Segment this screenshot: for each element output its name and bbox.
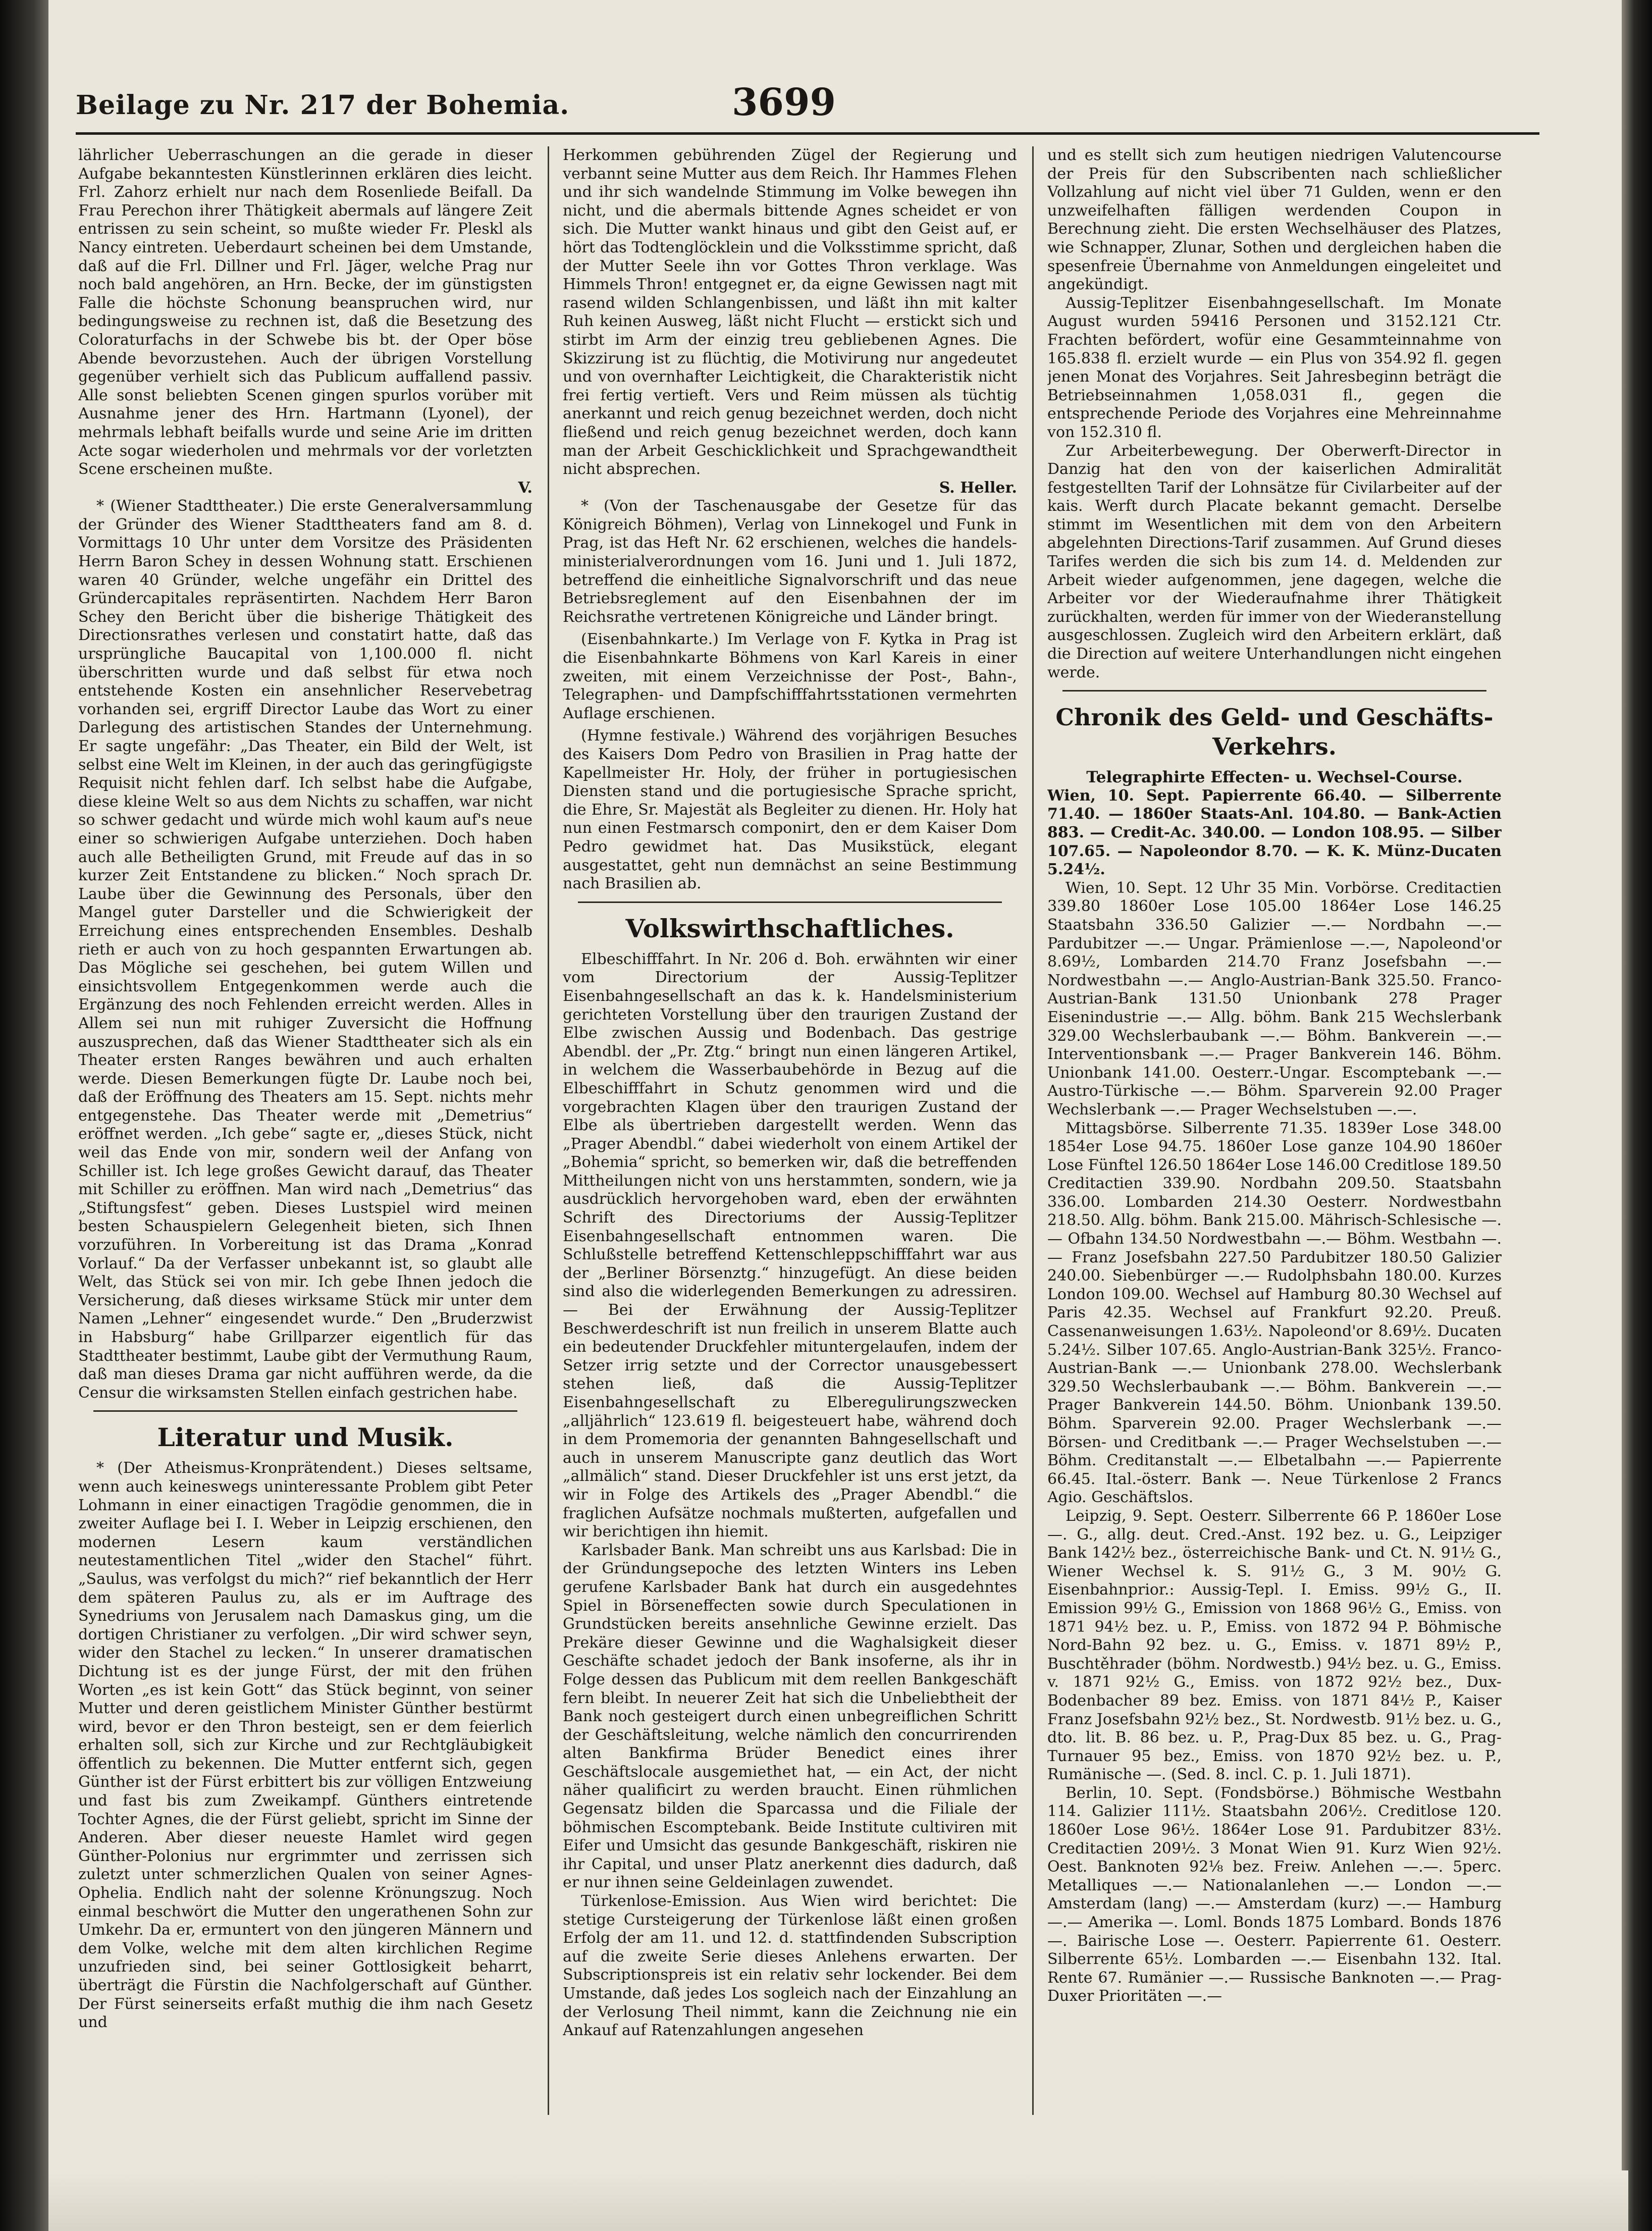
leipzig-quotes: Leipzig, 9. Sept. Oesterr. Silberrente 66 P. 1860er Lose —. G., allg. deut. Cred.-Anst. 192 bez. u. G., Leipziger Bank 142½ bez., österreichische Bank- und Ct. N. 91½ G., Wiener Wechsel k. S. 91½ G., 3 M. 90½ G. Eisenbahnprior.: Aussig-Tepl. I. Emiss. 99½ G., II. Emission 99½ G., Emission von 1868 96½ G., Emiss. von 1871 94½ bez. u. P., Emiss. von 1872 94 P. Böhmische Nord-Bahn 92 bez. u. G., Emiss. v. 1871 89½ P., Buschtěhrader (böhm. Nordwestb.) 94½ bez. u. G., Emiss. v. 1871 92½ G., Emiss. von 1872 92½ bez., Dux-Bodenbacher 89 bez. Emiss. von 1871 84½ P., Kaiser Franz Josefsbahn 92½ bez., St. Nordwestb. 91½ bez. u. G., dto. lit. B. 86 bez. u. P., Prag-Dux 85 bez. u. G., Prag-Turnauer 95 bez., Emiss. von 1870 92½ bez. u. P., Rumänische —. (Sed. 8. incl. C. p. 1. Juli 1871). [1047, 1507, 1502, 1784]
section-heading-literatur: Literatur und Musik. [157, 1422, 454, 1453]
column-2 [563, 146, 1017, 2125]
scan-left-edge [0, 0, 48, 2231]
wien-vorboerse-quotes: Wien, 10. Sept. 12 Uhr 35 Min. Vorbörse. Creditactien 339.80 1860er Lose 105.00 1864er Lose 146.25 Staatsbahn 336.50 Galizier —.— Nordbahn —.— Pardubitzer —.— Ungar. Prämienlose —.—, Napoleond'or 8.69½, Lombarden 214.70 Franz Josefsbahn —.— Nordwestbahn —.— Anglo-Austrian-Bank 325.50. Franco-Austrian-Bank 131.50 Unionbank 278 Prager Eisenindustrie —.— Allg. böhm. Bank 215 Wechslerbank 329.00 Wechslerbaubank —.— Böhm. Bankverein —.— Interventionsbank —.— Prager Bankverein 146. Böhm. Unionbank 141.00. Oesterr.-Ungar. Escomptebank —.— Austro-Türkische —.— Böhm. Sparverein 92.00 Prager Wechslerbank —.— Prager Wechselstuben —.—. [1047, 879, 1502, 1119]
column-3 [1047, 146, 1502, 2125]
page-number: 3699 [732, 81, 836, 124]
review-continuation: Herkommen gebührenden Zügel der Regierung und verbannt seine Mutter aus dem Reich. Ihr Hammes Flehen und ihr sich wandelnde Stimmung im Volke bewegen ihn nicht, und die abermals bittende Agnes scheidet er von sich. Die Mutter wankt hinaus und gibt den Geist auf, er hört das Todtenglöcklein und die Volksstimme spricht, daß der Mutter Seele ihn vor Gottes Thron verklage. Was Himmels Thron! entgegnet er, da eigne Gewissen nagt mit rasend wilden Schlangenbissen, und läßt ihn mit kalter Ruh keinen Ausweg, läßt nicht Flucht — erstickt sich und stirbt im Arm der einzig treu gebliebenen Agnes. Die Skizzirung ist zu flüchtig, die Motivirung nur angedeutet und von overnhafter Leichtigkeit, die Charakteristik nicht frei fertig vertieft. Vers und Reim müssen als tüchtig anerkannt und reich genug bezeichnet werden, doch nicht fließend und reich genug bezeichnet werden, doch kann man der Arbeit Geschicklichkeit und Sprachgewandtheit nicht absprechen. [563, 146, 1017, 479]
opera-review-text: lährlicher Ueberraschungen an die gerade in dieser Aufgabe bekanntesten Künstlerinnen erklären dies leicht. Frl. Zahorz erhielt nur nach dem Rosenliede Beifall. Da Frau Perechon ihrer Thätigkeit abermals auf längere Zeit entrissen zu sein scheint, so mußte wieder Fr. Pleskl als Nancy eintreten. Ueberdaurt scheinen bei dem Umstande, daß auf die Frl. Dillner und Frl. Jäger, welche Prag nur noch bald angehören, an Hrn. Becke, der im günstigsten Falle die höchste Schonung beanspruchen wird, nur bedingungsweise zu rechnen ist, daß die Besetzung des Coloraturfachs in der Schwebe bis bt. der Oper böse Abende bevorzustehen. Auch der übrigen Vorstellung gegenüber verhielt sich das Publicum auffallend passiv. Alle sonst beliebten Scenen gingen spurlos vorüber mit Ausnahme jener des Hrn. Hartmann (Lyonel), der mehrmals lebhaft beifalls wurde und seine Arie im dritten Acte sogar wiederholen und mehrmals vor der vorletzten Scene erscheinen mußte. [78, 146, 532, 479]
tuerkenlose-article: Türkenlose-Emission. Aus Wien wird berichtet: Die stetige Cursteigerung der Türkenlose läßt einen großen Erfolg der am 11. und 12. d. stattfindenden Subscription auf die zweite Serie dieses Anlehens erwarten. Der Subscriptionspreis ist ein relativ sehr lockender. Bei dem Umstande, daß jedes Los sogleich nach der Einzahlung an der Verlosung Theil nimmt, kann die Zeichnung nie ein Ankauf auf Ratenzahlungen angesehen [563, 1892, 1017, 2040]
scan-right-edge [1622, 0, 1652, 2231]
tuerkenlose-continuation: und es stellt sich zum heutigen niedrigen Valutencourse der Preis für den Subscribenten nach schließlicher Vollzahlung auf nicht viel über 71 Gulden, wenn er den unzweifelhaften fälligen werdenden Coupon in Berechnung zieht. Die ersten Wechselhäuser des Platzes, wie Schnapper, Zlunar, Sothen und dergleichen haben die spesenfreie Übernahme von Anmeldungen eingeleitet und angekündigt. [1047, 146, 1502, 294]
page-header [76, 76, 1539, 136]
column-separator [548, 146, 549, 2115]
column-separator [1032, 146, 1034, 2115]
review-signature: S. Heller. [939, 479, 1017, 497]
eisenbahnkarte-article: (Eisenbahnkarte.) Im Verlage von F. Kytka in Prag ist die Eisenbahnkarte Böhmens von Karl Kareis in einer zweiten, mit einem Verzeichnisse der Post-, Bahn-, Telegraphen- und Dampfschifffahrtsstationen vermehrten Auflage erschienen. [563, 630, 1017, 722]
atheismus-article: * (Der Atheismus-Kronprätendent.) Dieses seltsame, wenn auch keineswegs uninteressante Problem gibt Peter Lohmann in einer einactigen Tragödie genommen, die in zweiter Auflage bei I. I. Weber in Leipzig erschienen, den modernen Lesern kaum verständlichen neutestamentlichen Titel „wider den Stachel“ führt. „Saulus, was verfolgst du mich?“ rief bekanntlich der Herr dem späteren Paulus zu, als er im Auftrage des Synedriums von Jerusalem nach Damaskus ging, um die dortigen Christianer zu verfolgen. „Dir wird schwer seyn, wider den Stachel zu lecken.“ In unserer dramatischen Dichtung ist es der junge Fürst, der mit den frühen Worten „es ist kein Gott“ das Stück beginnt, von seiner Mutter und deren geistlichem Minister Günther bestürmt wird, bevor er den Thron besteigt, sen er dem feierlich erhalten soll, sich zur Kirche und zur Rechtgläubigkeit öffentlich zu bekennen. Die Mutter entfernt sich, gegen Günther ist der Fürst erbittert bis zur völligen Entzweiung und fast bis zum Zweikampf. Günthers eintretende Tochter Agnes, die der Fürst geliebt, spricht im Sinne der Anderen. Aber dieser neueste Hamlet wird gegen Günther-Polonius nur ergrimmter und zerrissen sich zuletzt unter schmerzlichen Qualen von seiner Agnes-Ophelia. Endlich naht der solenne Krönungszug. Noch einmal beschwört die Mutter den ungerathenen Sohn zur Umkehr. Da er, ermuntert von den jüngeren Männern und dem Volke, welche mit dem alten kirchlichen Regime unzufrieden sind, bei seiner Gottlosigkeit beharrt, überträgt die Fürstin die Nachfolgerschaft auf Günther. Der Fürst seinerseits erfaßt muthig die ihm nach Gesetz und [78, 1459, 532, 2032]
section-divider [578, 901, 1002, 903]
berlin-quotes: Berlin, 10. Sept. (Fondsbörse.) Böhmische Westbahn 114. Galizier 111½. Staatsbahn 206½. Creditlose 120. 1860er Lose 96½. 1864er Lose 91. Pardubitzer 83½. Creditactien 209½. 3 Monat Wien 91. Kurz Wien 92½. Oest. Banknoten 92⅛ bez. Freiw. Anlehen —.—. 5perc. Metalliques —.— Nationalanlehen —.— London —.— Amsterdam (lang) —.— Amsterdam (kurz) —.— Hamburg —.— Amerika —. Loml. Bonds 1875 Lombard. Bonds 1876 —. Bairische Lose —. Oesterr. Papierrente 61. Oesterr. Silberrente 65½. Lombarden —.— Eisenbahn 132. Ital. Rente 67. Rumänier —.— Russische Banknoten —.— Prag-Duxer Prioritäten —.— [1047, 1784, 1502, 2005]
section-divider [93, 1410, 517, 1412]
hymne-festivale-article: (Hymne festivale.) Während des vorjährigen Besuches des Kaisers Dom Pedro von Brasilien in Prag hatte der Kapellmeister Hr. Holy, der früher in portugiesischen Diensten stand und die portugiesische Sprache spricht, die Ehre, Sr. Majestät als Begleiter zu dienen. Hr. Holy hat nun einen Festmarsch componirt, den er dem Kaiser Dom Pedro gewidmet hat. Das Musikstück, elegant ausgestattet, geht nun demnächst an seine Bestimmung nach Brasilien ab. [563, 727, 1017, 893]
column-1 [78, 146, 532, 2125]
arbeiterbewegung-article: Zur Arbeiterbewegung. Der Oberwerft-Director in Danzig hat den von der kaiserlichen Admiralität festgestellten Tarif der Lohnsätze für Civilarbeiter auf der kais. Werft durch Placate bekannt gemacht. Derselbe stimmt im Wesentlichen mit dem von den Arbeitern abgelehnten Directions-Tarif zusammen. Auf Grund dieses Tarifes werden die sich bis zum 14. d. Meldenden zur Arbeit wieder aufgenommen, jene dagegen, welche die Arbeiter vor der Wiederaufnahme ihrer Thätigkeit zurückhalten, werden für immer von der Wiederanstellung ausgeschlossen. Zugleich wird den Arbeitern erklärt, daß die Direction auf weitere Unterhandlungen nicht eingehen werde. [1047, 442, 1502, 681]
header-rule [76, 132, 1539, 135]
aussig-teplitzer-article: Aussig-Teplitzer Eisenbahngesellschaft. Im Monate August wurden 59416 Personen und 3152.121 Ctr. Frachten befördert, wofür eine Gesammteinnahme von 165.838 fl. erzielt wurde — ein Plus von 354.92 fl. gegen jenen Monat des Vorjahres. Seit Jahresbeginn beträgt die Betriebseinnahmen 1,058.031 fl., gegen die entsprechende Periode des Vorjahres eine Mehreinnahme von 152.310 fl. [1047, 294, 1502, 441]
section-heading-chronik: Chronik des Geld- und Geschäfts-Verkehrs. [1055, 704, 1494, 761]
karlsbader-bank-article: Karlsbader Bank. Man schreibt uns aus Karlsbad: Die in der Gründungsepoche des letzten Winters ins Leben gerufene Karlsbader Bank hat durch ein ausgedehntes Spiel in Börseneffecten sowie durch Speculationen in Grundstücken bereits ansehnliche Gewinne erzielt. Das Prekäre dieser Gewinne und die Waghalsigkeit dieser Geschäfte schadet jedoch der Bank insoferne, als ihr in Folge dessen das Publicum mit dem reellen Bankgeschäft fern bleibt. In neuerer Zeit hat sich die Unbeliebtheit der Bank noch gesteigert durch einen unbegreiflichen Schritt der Geschäftsleitung, welche nämlich den concurrirenden alten Bankfirma Brüder Benedict eines ihrer Geschäftslocale ausgemiethet hat, — ein Act, der nicht näher qualificirt zu werden braucht. Einen rühmlichen Gegensatz bilden die Sparcassa und die Filiale der böhmischen Escomptebank. Beide Institute cultiviren mit Eifer und Umsicht das gesunde Bankgeschäft, riskiren nie ihr Capital, und unser Platz anerkennt dies dadurch, daß er nur ihnen seine Geldeinlagen zuwendet. [563, 1541, 1017, 1892]
opera-review-signature: V. [518, 479, 532, 497]
section-heading-volkswirthschaft: Volkswirthschaftliches. [625, 913, 954, 943]
section-divider [1062, 690, 1486, 692]
wien-telegraph-quotes: Wien, 10. Sept. Papierrente 66.40. — Silberrente 71.40. — 1860er Staats-Anl. 104.80. — Bank-Actien 883. — Credit-Ac. 340.00. — London 108.95. — Silber 107.65. — Napoleondor 8.70. — K. K. Münz-Ducaten 5.24½. [1047, 786, 1502, 879]
elbeschifffahrt-article: Elbeschifffahrt. In Nr. 206 d. Boh. erwähnten wir einer vom Directorium der Aussig-Teplitzer Eisenbahngesellschaft an das k. k. Handelsministerium gerichteten Vorstellung über den traurigen Zustand der Elbe zwischen Aussig und Bodenbach. Das gestrige Abendbl. der „Pr. Ztg.“ bringt nun einen längeren Artikel, in welchem die Wasserbaubehörde in Bezug auf die Elbeschifffahrt in Schutz genommen wird und die vorgebrachten Klagen über den traurigen Zustand der Elbe als übertrieben dargestellt werden. Wenn das „Prager Abendbl.“ dabei wiederholt von einem Artikel der „Bohemia“ spricht, so bemerken wir, daß die betreffenden Mittheilungen nicht von uns herstammten, sondern, wie ja ausdrücklich hervorgehoben ward, eben der erwähnten Schrift des Directoriums der Aussig-Teplitzer Eisenbahngesellschaft entnommen waren. Die Schlußstelle betreffend Kettenschleppschifffahrt war aus der „Berliner Börsenztg.“ hinzugefügt. An diese beiden sind also die widerlegenden Bemerkungen zu adressiren. — Bei der Erwähnung der Aussig-Teplitzer Beschwerdeschrift ist nun freilich in unserem Blatte auch ein bedeutender Druckfehler mituntergelaufen, indem der Setzer irrig setzte und der Corrector unausgebessert stehen ließ, daß die Aussig-Teplitzer Eisenbahngesellschaft zu Elberegulirungszwecken „alljährlich“ 123.619 fl. beigesteuert habe, während doch in dem Promemoria der genannten Bahngesellschaft und auch in unserem Manuscripte ganz deutlich das Wort „allmälich“ stand. Dieser Druckfehler ist uns erst jetzt, da wir in Folge des Artikels des „Prager Abendbl.“ die fraglichen Aufsätze nochmals mußterten, aufgefallen und wir berichtigen ihn hiemit. [563, 950, 1017, 1541]
taschenausgabe-article: * (Von der Taschenausgabe der Gesetze für das Königreich Böhmen), Verlag von Linnekogel und Funk in Prag, ist das Heft Nr. 62 erschienen, welches die handels-ministerialverordnungen vom 16. Juni und 1. Juli 1872, betreffend die einheitliche Signalvorschrift und das neue Betriebsreglement auf den Eisenbahnen der im Reichsrathe vertretenen Königreiche und Länder bringt. [563, 497, 1017, 626]
wiener-stadttheater-article: * (Wiener Stadttheater.) Die erste Generalversammlung der Gründer des Wiener Stadttheaters fand am 8. d. Vormittags 10 Uhr unter dem Vorsitze des Präsidenten Herrn Baron Schey in dessen Wohnung statt. Erschienen waren 40 Gründer, welche ungefähr ein Drittel des Gründercapitales repräsentirten. Nachdem Herr Baron Schey den Bericht über die bisherige Thätigkeit des Directionsrathes verlesen und constatirt hatte, daß das ursprüngliche Baucapital von 1,100.000 fl. nicht überschritten wurde und daß selbst für etwa noch entstehende Kosten ein ansehnlicher Reservebetrag vorhanden sei, ergriff Director Laube das Wort zu einer Darlegung des artistischen Standes der Unternehmung. Er sagte ungefähr: „Das Theater, ein Bild der Welt, ist selbst eine Welt im Kleinen, in der auch das geringfügigste Requisit nicht fehlen darf. Ich selbst habe die Aufgabe, diese kleine Welt so aus dem Nichts zu schaffen, war nicht so schwer gedacht und würde mich wohl kaum auf's neue einer so schwierigen Aufgabe unterziehen. Doch haben auch alle Betheiligten Grund, mit Freude auf das in so kurzer Zeit Entstandene zu blicken.“ Noch sprach Dr. Laube über die Gewinnung des Personals, über den Mangel guter Darsteller und die Schwierigkeit der Erreichung eines entsprechenden Ensembles. Deshalb rieth er auch von zu hoch gespannten Erwartungen ab. Das Mögliche sei geschehen, bei gutem Willen und einsichtsvollem Entgegenkommen werde auch die Ergänzung des noch Fehlenden erreicht werden. Alles in Allem sei nun mit ruhiger Zuversicht die Hoffnung auszusprechen, daß das Wiener Stadttheater sich als ein Theater ersten Ranges bewähren und auch erhalten werde. Diesen Bemerkungen fügte Dr. Laube noch bei, daß der Eröffnung des Theaters am 15. Sept. nichts mehr entgegenstehe. Das Theater werde mit „Demetrius“ eröffnet werden. „Ich gebe“ sagte er, „dieses Stück, nicht weil das Ende von mir, sondern weil der Anfang von Schiller ist. Ich lege großes Gewicht darauf, das Theater mit Schiller zu eröffnen. Man wird nach „Demetrius“ das „Stiftungsfest“ geben. Dieses Lustspiel wird meinen besten Schauspielern Gelegenheit bieten, sich Ihnen vorzuführen. In Vorbereitung ist das Drama „Konrad Vorlauf.“ Da der Verfasser unbekannt ist, so glaubt alle Welt, das Stück sei von mir. Ich gebe Ihnen jedoch die Versicherung, daß dieses wirksame Stück mir unter dem Namen „Lehner“ eingesendet wurde.“ Den „Bruderzwist in Habsburg“ habe Grillparzer eigentlich für das Stadttheater bestimmt, Laube gibt der Vermuthung Raum, daß man dieses Drama gar nicht aufführen werde, da die Censur die wirksamsten Stellen einfach gestrichen habe. [78, 497, 532, 1402]
supplement-title: Beilage zu Nr. 217 der Bohemia. [76, 90, 570, 121]
wien-mittagsboerse-quotes: Mittagsbörse. Silberrente 71.35. 1839er Lose 348.00 1854er Lose 94.75. 1860er Lose ganze 104.90 1860er Lose Fünftel 126.50 1864er Lose 146.00 Creditlose 189.50 Creditactien 339.90. Nordbahn 209.50. Staatsbahn 336.00. Lombarden 214.30 Oesterr. Nordwestbahn 218.50. Allg. böhm. Bank 215.00. Mährisch-Schlesische —.— Ofbahn 134.50 Nordwestbahn —.— Böhm. Westbahn —.— Franz Josefsbahn 227.50 Pardubitzer 180.50 Galizier 240.00. Siebenbürger —.— Rudolphsbahn 180.00. Kurzes London 109.00. Wechsel auf Hamburg 80.30 Wechsel auf Paris 42.35. Wechsel auf Frankfurt 92.20. Preuß. Cassenanweisungen 1.63½. Napoleond'or 8.69½. Ducaten 5.24½. Silber 107.65. Anglo-Austrian-Bank 325½. Franco-Austrian-Bank —.— Unionbank 278.00. Wechslerbank 329.50 Wechslerbaubank —.— Böhm. Bankverein —.— Prager Bankverein 144.50. Böhm. Unionbank 139.50. Böhm. Sparverein 92.00. Prager Wechslerbank —.— Börsen- und Creditbank —.— Prager Wechselstuben —.— Böhm. Creditanstalt —.— Elbetalbahn —.— Papierrente 66.45. Ital.-österr. Bank —. Neue Türkenlose 2 Francs Agio. Geschäftslos. [1047, 1119, 1502, 1507]
course-subheading: Telegraphirte Effecten- u. Wechsel-Course. [1086, 768, 1463, 787]
page-bottom-margin [48, 2170, 1628, 2231]
